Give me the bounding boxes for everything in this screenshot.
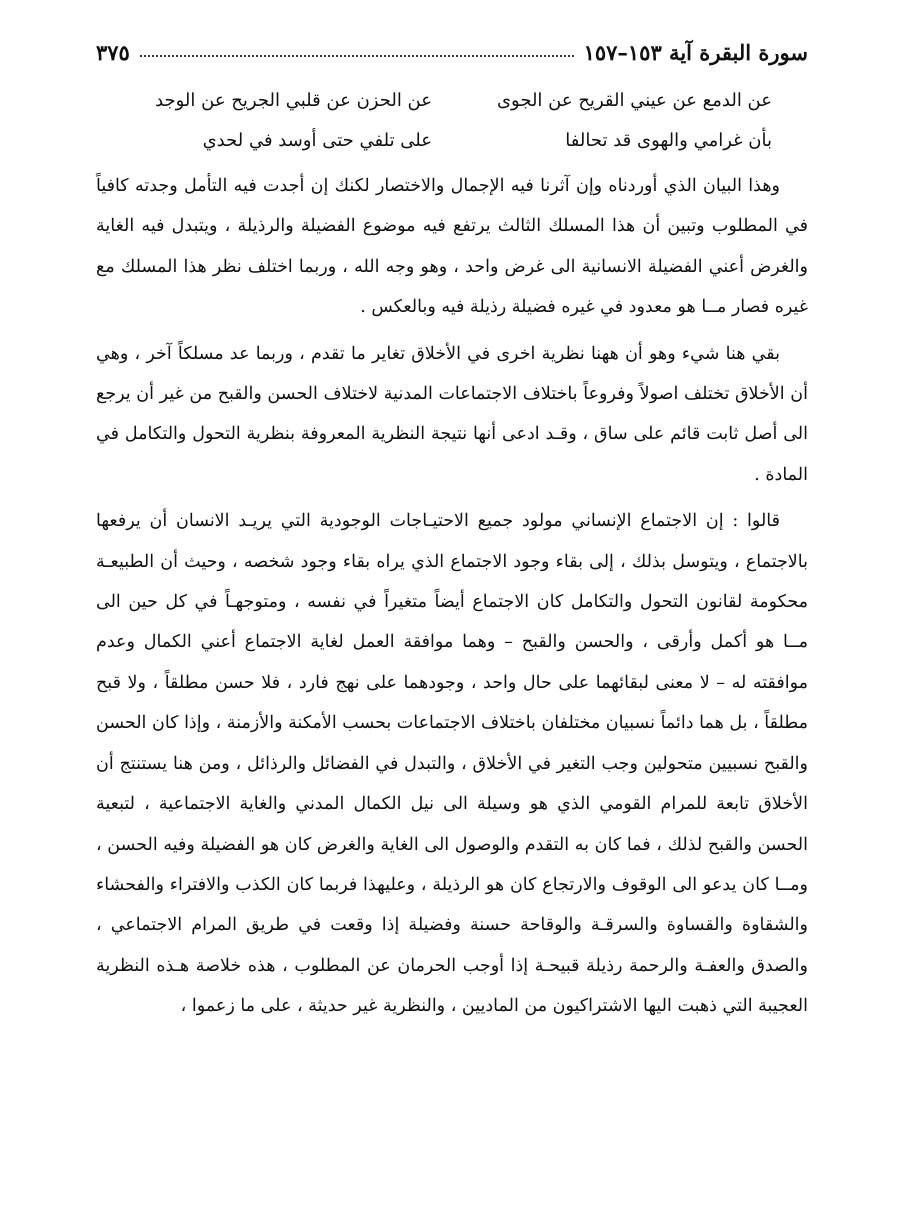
paragraph-2: بقي هنا شيء وهو أن ههنا نظرية اخرى في الأخلاق تغاير ما تقدم ، وربما عد مسلكاً آخر ، وهي أن الأخلاق تختلف اصولاً وفروعاً باختلاف الاجتماعات المدنية لاختلاف الحسن والقبح من غير أن يرجع الى أصل ثابت قائم على ساق ، وقـد ادعى أنها نتيجة النظرية المعروفة بنظرية التحول والتكامل في المادة .: [96, 343, 808, 485]
verse-line-1-right: عن الدمع عن عيني القريح عن الجوى: [496, 90, 772, 111]
paragraph-3: قالوا : إن الاجتماع الإنساني مولود جميع الاحتيـاجات الوجودية التي يريـد الانسان أن يرفعها بالاجتماع ، ويتوسل بذلك ، إلى بقاء وجود الاجتماع الذي يراه بقاء وجود شخصه ، وحيث أن الطبيعـة محكومة لقانون التحول والتكامل كان الاجتماع أيضاً متغيراً في نفسه ، ومتوجهـاً في كل حين الى مــا هو أكمل وأرقى ، والحسن والقبح – وهما موافقة العمل لغاية الاجتماع أعني الكمال وعدم موافقته له – لا معنى لبقائهما على حال واحد ، وجودهما على نهج فارد ، فلا حسن مطلقاً ، ولا قبح مطلقاً ، بل هما دائماً نسبيان مختلفان باختلاف الاجتماعات بحسب الأمكنة والأزمنة ، وإذا كان الحسن والقبح نسبيين متحولين وجب التغير في الأخلاق ، والتبدل في الفضائل والرذائل ، ومن هنا يستنتج أن الأخلاق تابعة للمرام القومي الذي هو وسيلة الى نيل الكمال المدني والغاية الاجتماعية ، لتبعية الحسن والقبح لذلك ، فما كان به التقدم والوصول الى الغاية والغرض كان هو الفضيلة وفيه الحسن ، ومــا كان يدعو الى الوقوف والارتجاع كان هو الرذيلة ، وعليهذا فربما كان الكذب والافتراء والفحشاء والشقاوة والقساوة والسرقـة والوقاحة حسنة وفضيلة إذا وقعت في طريق المرام الاجتماعي ، والصدق والعفـة والرحمة رذيلة قبيحـة إذا أوجب الحرمان عن المطلوب ، هذه خلاصة هـذه النظرية العجيبة التي ذهبت اليها الاشتراكيون من الماديين ، والنظرية غير حديثة ، على ما زعموا ،: [96, 511, 808, 1017]
paragraph-1: وهذا البيان الذي أوردناه وإن آثرنا فيه الإجمال والاختصار لكنك إن أجدت فيه التأمل وجدته كافياً في المطلوب وتبين أن هذا المسلك الثالث يرتفع فيه موضوع الفضيلة والرذيلة ، ويتبدل فيه الغاية والغرض أعني الفضيلة الانسانية الى غرض واحد ، وهو وجه الله ، وربما اختلف نظر هذا المسلك مع غيره فصار مــا هو معدود في غيره فضيلة رذيلة فيه وبالعكس .: [96, 176, 808, 318]
verse-line-2-right: بأن غرامي والهوى قد تحالفا: [565, 130, 772, 151]
running-header: [96, 34, 808, 70]
poem-verse: [96, 84, 808, 158]
verse-line-2-left: على تلفي حتى أوسد في لحدي: [202, 130, 432, 151]
page-number: ٣٧٥: [96, 39, 130, 65]
verse-line-1-left: عن الحزن عن قلبي الجريح عن الوجد: [155, 90, 432, 111]
header-leader-dots: [140, 55, 574, 57]
surah-title: سورة البقرة آية ١٥٣–١٥٧: [583, 39, 808, 65]
book-page: [96, 34, 808, 1027]
